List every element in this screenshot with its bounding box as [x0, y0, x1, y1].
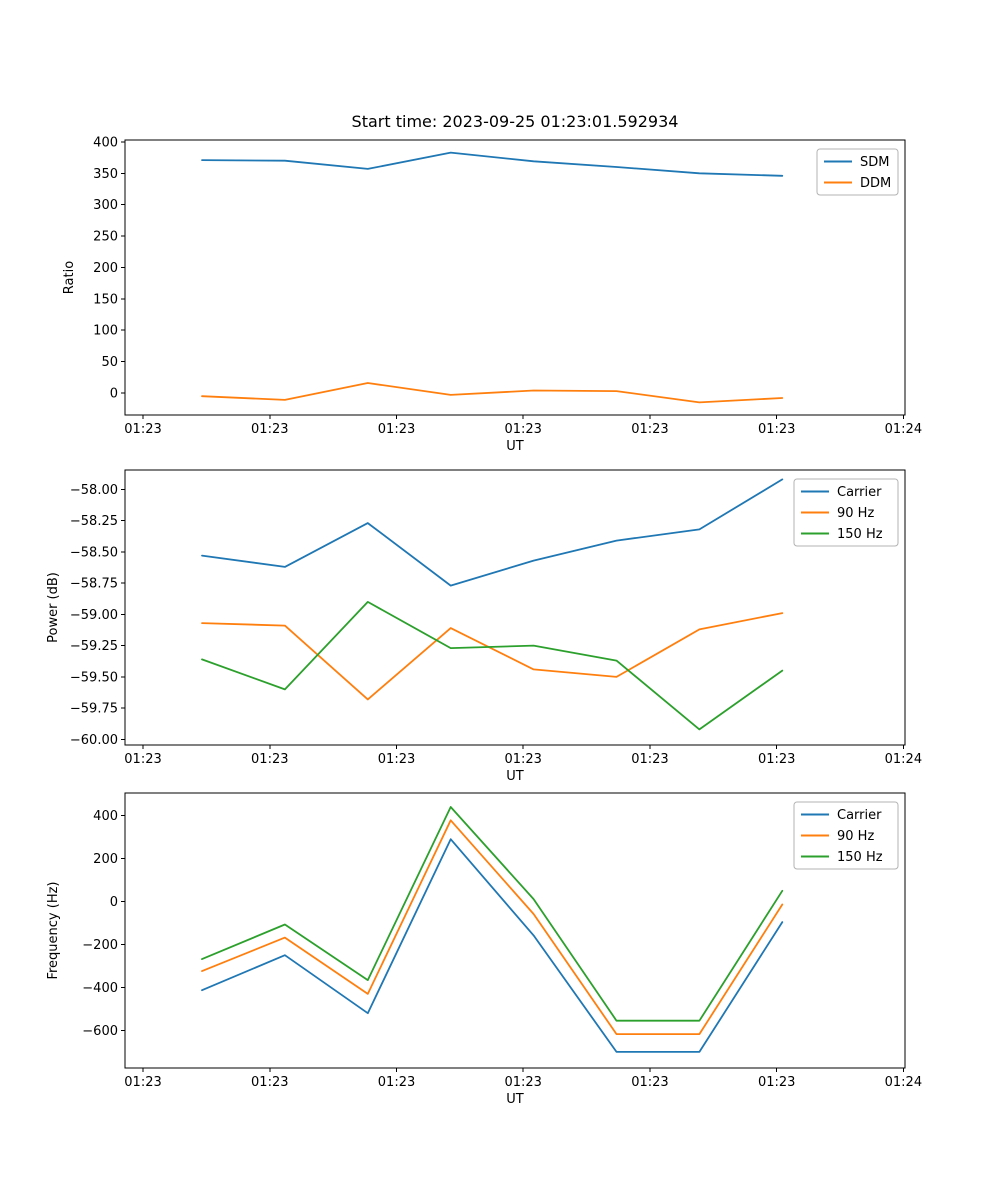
x-tick-label: 01:23	[757, 752, 796, 767]
x-tick-label: 01:23	[124, 752, 162, 767]
x-tick-label: 01:23	[377, 422, 416, 437]
y-tick-label: 200	[93, 260, 118, 276]
x-tick-label: 01:23	[504, 422, 542, 437]
plot-1-x-axis-label: UT	[506, 439, 524, 454]
y-tick-label: −59.50	[69, 670, 118, 686]
x-tick-label: 01:24	[884, 752, 923, 767]
y-tick-label: −400	[82, 980, 118, 996]
x-tick-label: 01:23	[124, 1075, 162, 1090]
x-tick-label: 01:23	[757, 422, 796, 437]
y-tick-label: 350	[93, 166, 118, 182]
plot-2-x-ticks	[124, 745, 922, 767]
plot-2-legend	[794, 479, 898, 546]
y-tick-label: −58.00	[69, 482, 118, 498]
legend-label: 90 Hz	[837, 506, 875, 521]
x-tick-label: 01:23	[251, 422, 289, 437]
x-tick-label: 01:23	[757, 1075, 796, 1090]
y-tick-label: 200	[93, 852, 118, 868]
plot-1-series-sdm	[202, 153, 782, 176]
plot-2-series-90-hz	[202, 613, 782, 699]
plot-3-axes-box	[125, 793, 905, 1068]
plot-2-y-axis-label: Power (dB)	[46, 572, 61, 643]
legend-label: Carrier	[837, 808, 882, 823]
plot-3-y-ticks	[82, 809, 125, 1039]
chart-title: Start time: 2023-09-25 01:23:01.592934	[351, 112, 679, 131]
y-tick-label: 150	[93, 292, 118, 308]
plot-1-series-ddm	[202, 383, 782, 402]
plot-3-series-150-hz	[202, 807, 782, 1021]
plot-1-y-axis-label: Ratio	[62, 260, 77, 295]
plot-2-y-ticks	[70, 483, 125, 748]
y-tick-label: −200	[82, 937, 118, 953]
plot-2	[46, 470, 922, 784]
plot-3-legend	[794, 802, 898, 869]
plot-1	[62, 135, 922, 454]
x-tick-label: 01:23	[504, 752, 542, 767]
plot-2-x-axis-label: UT	[506, 769, 524, 784]
legend-label: 150 Hz	[837, 527, 883, 542]
y-tick-label: 50	[101, 355, 118, 371]
x-tick-label: 01:23	[504, 1075, 542, 1090]
plot-3-x-axis-label: UT	[506, 1092, 524, 1107]
x-tick-label: 01:24	[884, 1075, 923, 1090]
y-tick-label: −59.75	[69, 701, 118, 717]
y-tick-label: 100	[93, 323, 118, 339]
legend-label: Carrier	[837, 485, 882, 500]
plot-1-y-ticks	[93, 135, 125, 401]
plot-2-series-carrier	[202, 479, 782, 585]
x-tick-label: 01:23	[631, 422, 669, 437]
x-tick-label: 01:23	[251, 1075, 289, 1090]
y-tick-label: −59.25	[69, 639, 118, 655]
plot-1-axes-box	[125, 140, 905, 415]
y-tick-label: −60.00	[69, 732, 118, 748]
y-tick-label: 400	[93, 809, 118, 825]
x-tick-label: 01:23	[124, 422, 162, 437]
y-tick-label: 250	[93, 229, 118, 245]
plot-1-x-ticks	[124, 415, 922, 437]
x-tick-label: 01:23	[377, 752, 416, 767]
x-tick-label: 01:23	[251, 752, 289, 767]
legend-label: 90 Hz	[837, 829, 875, 844]
y-tick-label: 0	[109, 386, 118, 402]
y-tick-label: −58.75	[69, 576, 118, 592]
legend-label: 150 Hz	[837, 850, 883, 865]
plot-2-axes-box	[125, 470, 905, 745]
plot-3	[46, 793, 922, 1107]
x-tick-label: 01:24	[884, 422, 923, 437]
legend-label: SDM	[860, 155, 890, 170]
x-tick-label: 01:23	[377, 1075, 416, 1090]
y-tick-label: 400	[93, 135, 118, 151]
plot-1-legend	[817, 149, 898, 195]
legend-label: DDM	[860, 176, 892, 191]
x-tick-label: 01:23	[631, 1075, 669, 1090]
plot-3-x-ticks	[124, 1068, 922, 1090]
y-tick-label: −600	[82, 1023, 118, 1039]
plot-2-series-150-hz	[202, 602, 782, 730]
y-tick-label: −58.25	[69, 514, 118, 530]
y-tick-label: 0	[109, 894, 118, 910]
y-tick-label: −59.00	[69, 607, 118, 623]
y-tick-label: 300	[93, 198, 118, 214]
plot-3-y-axis-label: Frequency (Hz)	[46, 881, 61, 980]
x-tick-label: 01:23	[631, 752, 669, 767]
y-tick-label: −58.50	[69, 545, 118, 561]
